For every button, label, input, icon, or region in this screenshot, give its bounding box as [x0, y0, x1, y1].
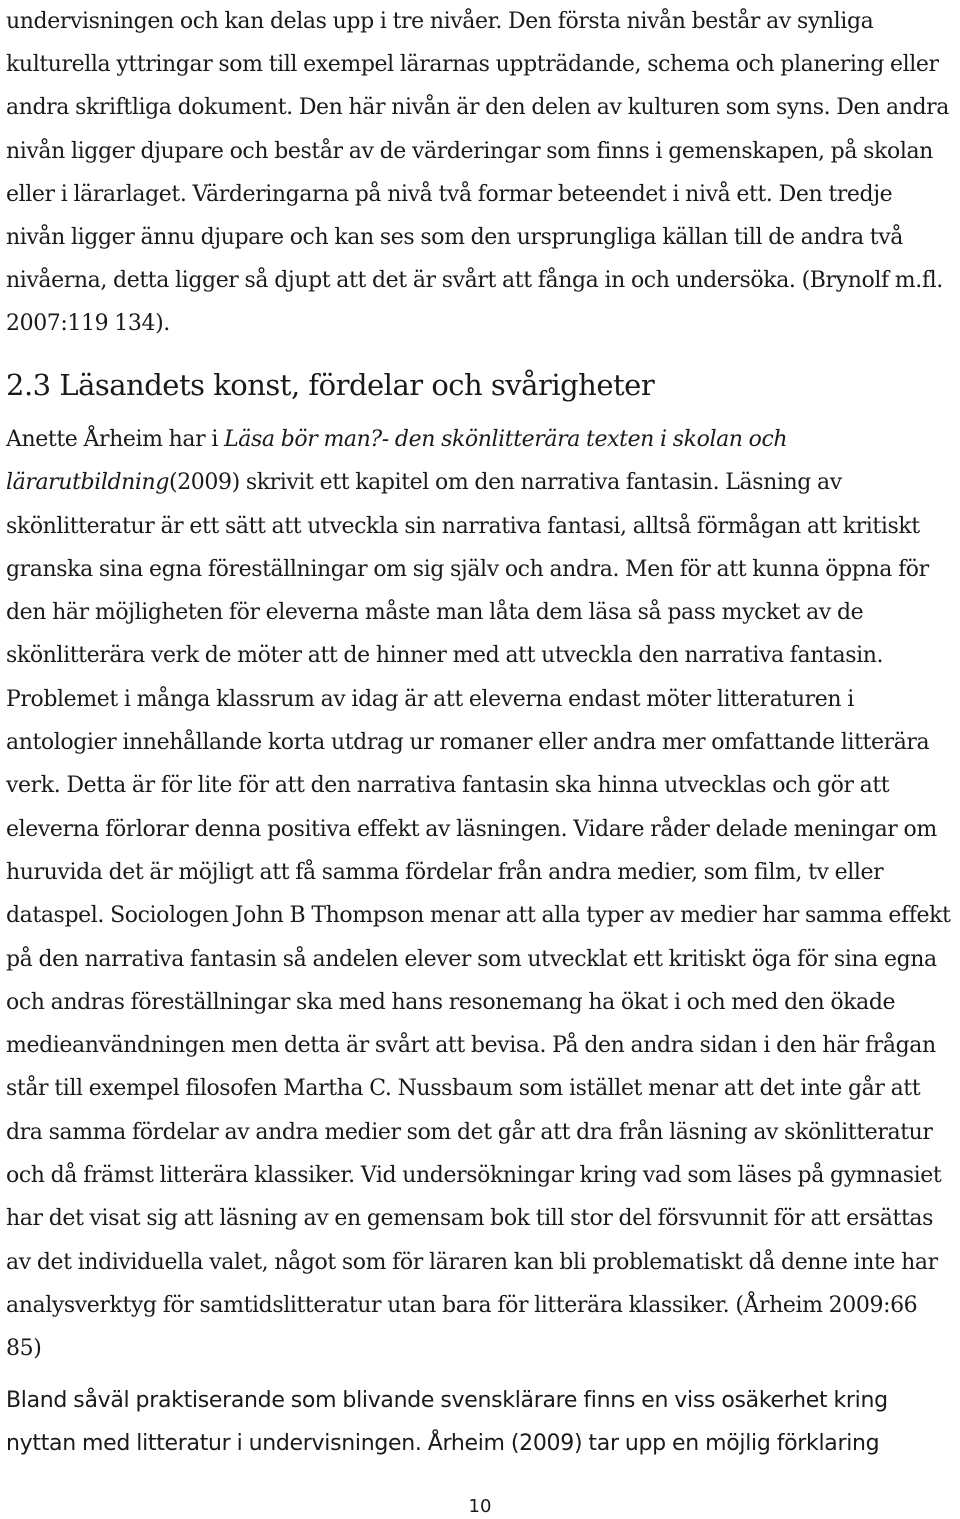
book-title: Läsa bör man?- den skönlitterära texten i skolan och lärarutbildning	[6, 427, 788, 496]
paragraph-culture-levels: undervisningen och kan delas upp i tre nivåer. Den första nivån består av synliga kulturella yttringar som till exempel lärarnas uppträdande, schema och planering eller andra skriftliga dokument. Den här nivån är den delen av kulturen som syns. Den andra nivån ligger djupare och består av de värderingar som finns i gemenskapen, på skolan eller i lärarlaget. Värderingarna på nivå två formar beteendet i nivå ett. Den tredje nivån ligger ännu djupare och kan ses som den ursprungliga källan till de andra två nivåerna, detta ligger så djupt att det är svårt att fånga in och undersöka. (Brynolf m.fl. 2007:119 134).	[6, 9, 950, 337]
paragraph-narrative-fantasy	[6, 418, 956, 1371]
paragraph-intro-text: Anette Årheim har i	[6, 427, 225, 452]
section-heading: 2.3 Läsandets konst, fördelar och svårigheter	[6, 368, 655, 402]
page-number: 10	[468, 1496, 492, 1517]
paragraph-body-text: (2009) skrivit ett kapitel om den narrativa fantasin. Läsning av skönlitteratur är ett sätt att utveckla sin narrativa fantasi, alltså förmågan att kritiskt granska sina egna föreställningar om sig själv och andra. Men för att kunna öppna för den här möjligheten för eleverna måste man låta dem läsa så pass mycket av de skönlitterära verk de möter att de hinner med att utveckla den narrativa fantasin. Problemet i många klassrum av idag är att eleverna endast möter litteraturen i antologier innehållande korta utdrag ur romaner eller andra mer omfattande litterära verk. Detta är för lite för att den narrativa fantasin ska hinna utvecklas och gör att eleverna förlorar denna positiva effekt av läsningen. Vidare råder delade meningar om huruvida det är möjligt att få samma fördelar från andra medier, som film, tv eller dataspel. Sociologen John B Thompson menar att alla typer av medier har samma effekt på den narrativa fantasin så andelen elever som utvecklat ett kritiskt öga för sina egna och andras föreställningar ska med hans resonemang ha ökat i och med den ökade medieanvändningen men detta är svårt att bevisa. På den andra sidan i den här frågan står till exempel filosofen Martha C. Nussbaum som istället menar att det inte går att dra samma fördelar av andra medier som det går att dra från läsning av skönlitteratur och då främst litterära klassiker. Vid undersökningar kring vad som läses på gymnasiet har det visat sig att läsning av en gemensam bok till stor del försvunnit för att ersättas av det individuella valet, något som för läraren kan bli problematiskt då denne inte har analysverktyg för samtidslitteratur utan bara för litterära klassiker. (Årheim 2009:66 85)	[6, 470, 951, 1362]
paragraph-teacher-uncertainty: Bland såväl praktiserande som blivande svensklärare finns en viss osäkerhet kring nyttan med litteratur i undervisningen. Årheim (2009) tar upp en möjlig förklaring	[6, 1388, 888, 1457]
